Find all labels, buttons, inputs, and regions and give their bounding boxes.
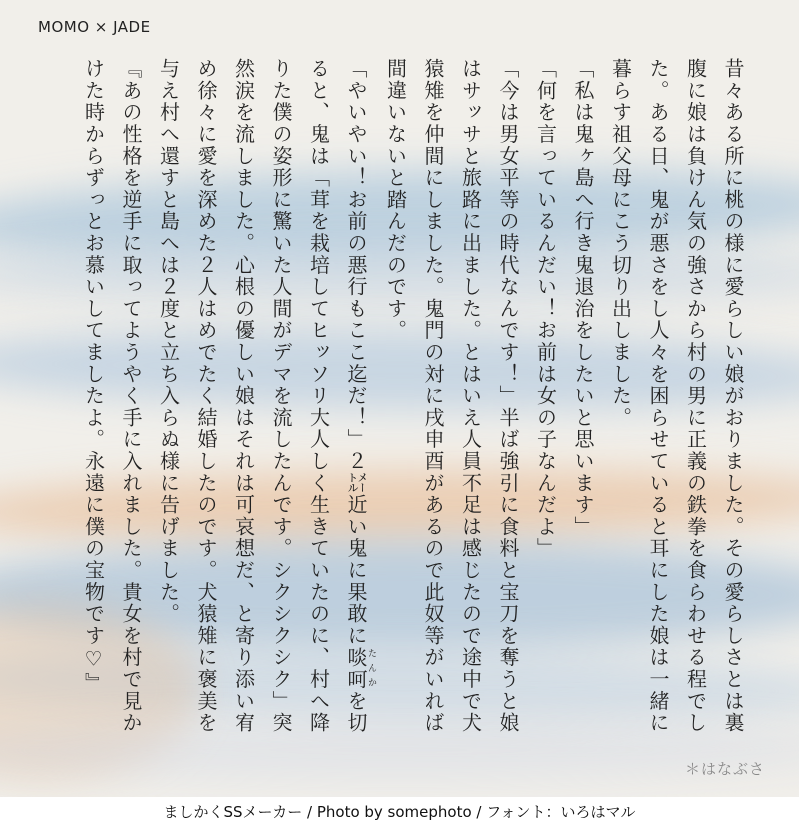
ruby-base: 啖呵 <box>344 646 368 691</box>
paragraph <box>149 58 376 744</box>
story-title: MOMO × JADE <box>38 18 151 36</box>
paragraph: 「何を言っているんだい！お前は女の子なんだよ」 <box>533 58 558 560</box>
ruby-word <box>344 646 376 691</box>
paragraph: 「今は男女平等の時代なんです！」半ば強引に食料と宝刀を奪うと娘はサッサと旅路に出ました。とはいえ人員不足は感じたので途中で犬猿雉を仲間にしました。鬼門の対に戌申酉があるので此奴等がいれば間違いないと踏んだのです。 <box>383 58 520 734</box>
paragraph-before-ruby: 「やいやい！お前の悪行もここ迄だ！」２㍍近い鬼に果敢に <box>344 58 368 647</box>
story-text <box>74 58 751 744</box>
paragraph-after-ruby: を切ると、鬼は「茸を栽培してヒッソリ大人しく生きていたのに、村へ降りた僕の姿形に驚いた人間がデマを流したんです。シクシクシク」突然涙を流しました。心根の優しい娘はそれは可哀想だ、と寄り添い宥め徐々に愛を深めた２人はめでたく結婚したのです。犬猿雉に褒美を与え村へ還すと島へは２度と立ち入らぬ様に告げました。 <box>156 58 368 734</box>
ruby-reading: たんか <box>366 646 376 691</box>
paragraph: 「私は鬼ヶ島へ行き鬼退治をしたいと思います」 <box>571 58 595 538</box>
paragraph: 昔々ある所に桃の様に愛らしい娘がおりました。その愛らしさとは裏腹に娘は負けん気の強さから村の男に正義の鉄拳を食らわせる程でした。ある日、鬼が悪さをし人々を困らせていると耳にした娘は一緒に暮らす祖父母にこう切り出しました。 <box>608 58 745 734</box>
author-signature: ＊はなぶさ <box>684 760 765 778</box>
paragraph: 『あの性格を逆手に取ってようやく手に入れました。貴女を村で見かけた時からずっとお慕いしてましたよ。永遠に僕の宝物です♡』 <box>81 58 143 734</box>
credit-footer: ましかくSSメーカー / Photo by somephoto / フォント：いろはマル <box>0 797 799 829</box>
